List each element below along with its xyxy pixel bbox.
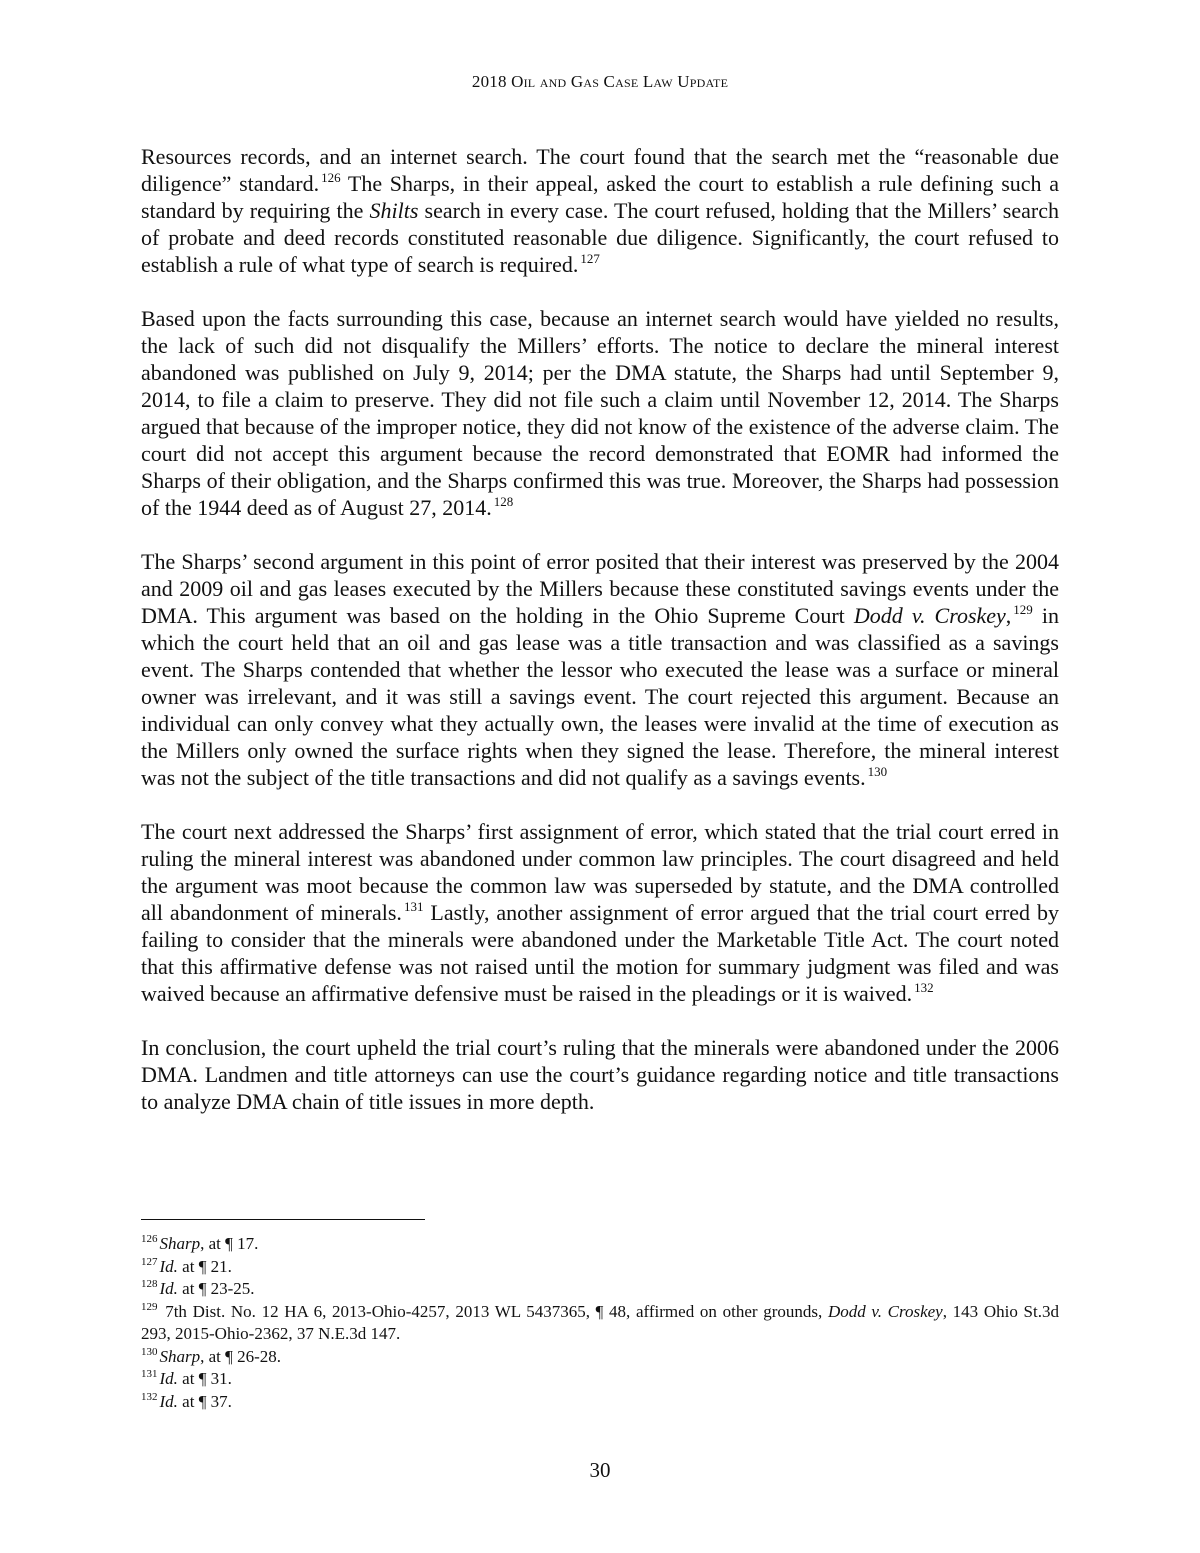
paragraph-1-text-b: The Sharps, in their appeal, asked the court to establish a rule defining such a standard by requiring the — [141, 171, 1059, 223]
body-text — [141, 143, 1059, 1142]
footnote-number: 129 — [141, 1300, 158, 1313]
footnote-number: 131 — [141, 1368, 158, 1380]
header-cap-u: U — [677, 72, 690, 91]
footnote-italic: Id. — [159, 1256, 178, 1276]
footnote-italic: Sharp — [159, 1346, 201, 1366]
footnote-text: at ¶ 37. — [177, 1391, 232, 1411]
paragraph-5-text: In conclusion, the court upheld the trial court’s ruling that the minerals were abandoned under the 2006 DMA. Landmen and title attorneys can use the court’s guidance regarding notice and title transactions to analyze DMA chain of title issues in more depth. — [141, 1035, 1059, 1114]
paragraph-3-text-a: The Sharps’ second argument in this point of error posited that their interest was preserved by the 2004 and 2009 oil and gas leases executed by the Millers because these constituted savings events under the DMA. This argument was based on the holding in the Ohio Supreme Court — [141, 549, 1059, 628]
paragraph-3-text-c: in which the court held that an oil and gas lease was a title transaction and was classified as a savings event. The Sharps contended that whether the lessor who executed the lease was a surface or mineral owner was irrelevant, and it was still a savings event. The court rejected this argument. Because an individual can only convey what they actually own, the leases were invalid at the time of execution as the Millers only owned the surface rights when they signed the lease. Therefore, the mineral interest was not the subject of the title transactions and did not qualify as a savings events. — [141, 603, 1059, 790]
footnote-ref-131[interactable]: 131 — [403, 899, 424, 914]
footnote-text: at ¶ 31. — [177, 1369, 232, 1388]
footnote-text: , 143 Ohio St.3d 293, 2015-Ohio-2362, 37 N.E.3d 147. — [141, 1301, 1059, 1343]
paragraph-2-text: Based upon the facts surrounding this case, because an internet search would have yielded no results, the lack of such did not disqualify the Millers’ efforts. The notice to declare the mineral interest abandoned was published on July 9, 2014; per the DMA statute, the Sharps had until September 9, 2014, to file a claim to preserve. They did not file such a claim until November 12, 2014. The Sharps argued that because of the improper notice, they did not know of the existence of the adverse claim. The court did not accept this argument because the record demonstrated that EOMR had informed the Sharps of their obligation, and the Sharps confirmed this was true. Moreover, the Sharps had possession of the 1944 deed as of August 27, 2014. — [141, 306, 1059, 520]
footnote-text: , at ¶ 26-28. — [200, 1346, 282, 1366]
footnote-130 — [141, 1346, 1059, 1369]
footnote-italic: Sharp — [159, 1234, 201, 1253]
footnote-131 — [141, 1368, 1059, 1391]
header-sc-il-and: il and — [523, 72, 571, 91]
footnote-ref-130[interactable]: 130 — [867, 764, 888, 779]
footnote-number: 126 — [141, 1233, 158, 1245]
header-cap-g: G — [570, 72, 584, 91]
footnote-126 — [141, 1233, 1059, 1256]
case-name-shilts: Shilts — [369, 198, 419, 223]
page-number: 30 — [589, 1458, 611, 1482]
header-year: 2018 — [471, 72, 512, 91]
footnote-ref-128[interactable]: 128 — [493, 494, 514, 509]
footnote-ref-129[interactable]: 129 — [1013, 602, 1033, 617]
footnote-ref-126[interactable]: 126 — [321, 170, 341, 185]
paragraph-3-comma: , — [1005, 603, 1012, 628]
footnote-number: 127 — [141, 1255, 158, 1268]
footnote-number: 132 — [141, 1390, 158, 1403]
footnote-text: , at ¶ 17. — [200, 1234, 259, 1253]
paragraph-4-text-b: Lastly, another assignment of error argued that the trial court erred by failing to consider that the minerals were abandoned under the Marketable Title Act. The court noted that this affirmative defense was not raised until the motion for summary judgment was filed and was waived because an affirmative defensive must be raised in the pleadings or it is waived. — [141, 900, 1059, 1006]
footnote-132 — [141, 1391, 1059, 1414]
footnotes — [141, 1233, 1059, 1413]
paragraph-2 — [141, 305, 1059, 521]
paragraph-1 — [141, 143, 1059, 278]
header-sc-pdate: pdate — [689, 72, 729, 91]
header-sc-aw: aw — [653, 72, 678, 91]
footnote-128 — [141, 1278, 1059, 1301]
footnote-text: at ¶ 21. — [177, 1256, 232, 1276]
paragraph-1-text-c: search in every case. The court refused, holding that the Millers’ search of probate and deed records constituted reasonable due diligence. Significantly, the court refused to establish a rule of what type of search is required. — [141, 198, 1059, 277]
paragraph-4-text-a: The court next addressed the Sharps’ first assignment of error, which stated that the trial court erred in ruling the mineral interest was abandoned under common law principles. The court disagreed and held the argument was moot because the common law was superseded by statute, and the DMA controlled all abandonment of minerals. — [141, 819, 1059, 925]
footnote-italic: Id. — [159, 1279, 178, 1298]
paragraph-5 — [141, 1034, 1059, 1115]
footnote-number: 130 — [141, 1345, 158, 1358]
footnote-italic: Id. — [159, 1369, 178, 1388]
footnote-separator — [141, 1219, 425, 1220]
footnote-ref-132[interactable]: 132 — [914, 980, 934, 995]
running-header — [0, 72, 1200, 92]
footnote-italic: Id. — [159, 1391, 178, 1411]
footnote-ref-127[interactable]: 127 — [580, 251, 600, 266]
header-sc-ase: ase — [615, 72, 643, 91]
footnote-text-pre: 7th Dist. No. 12 HA 6, 2013-Ohio-4257, 2013 WL 5437365, ¶ 48, affirmed on other grounds, — [159, 1301, 828, 1321]
header-cap-c: C — [603, 72, 616, 91]
footnote-127 — [141, 1256, 1059, 1279]
paragraph-4 — [141, 818, 1059, 1007]
case-name-dodd-v-croskey: Dodd v. Croskey — [853, 603, 1006, 628]
footnote-text: at ¶ 23-25. — [177, 1279, 255, 1298]
footnote-number: 128 — [141, 1278, 158, 1290]
header-sc-as: as — [583, 72, 604, 91]
header-cap-o: O — [511, 72, 524, 91]
footnote-129 — [141, 1301, 1059, 1346]
header-cap-l: L — [642, 72, 654, 91]
paragraph-3 — [141, 548, 1059, 791]
paragraph-1-text-a: Resources records, and an internet search. The court found that the search met the “reasonable due diligence” standard. — [141, 144, 1059, 196]
footnote-italic: Dodd v. Croskey — [827, 1301, 943, 1321]
